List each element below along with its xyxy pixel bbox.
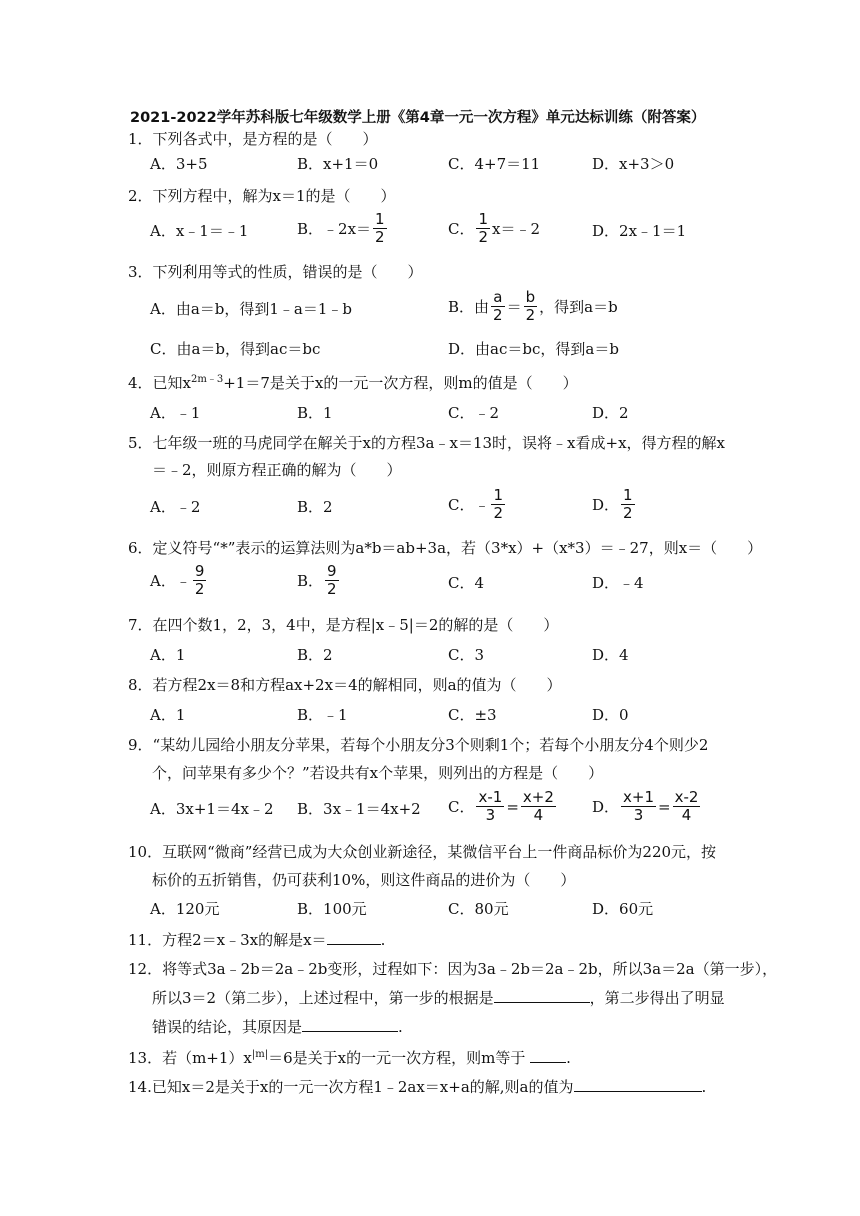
fraction-denominator: 2 <box>493 504 504 522</box>
question-2-options <box>0 212 860 248</box>
fraction-numerator: 1 <box>493 486 504 504</box>
q3-option-c: C．由a＝b，得到ac＝bc <box>150 340 321 358</box>
fraction-numerator: x+1 <box>623 788 655 806</box>
q12-line2-suffix: ，第二步得出了明显 <box>589 989 725 1007</box>
q2-b-prefix: B．﹣2x＝ <box>297 220 372 238</box>
q7-option-b: B．2 <box>297 646 333 664</box>
q10-option-d: D．60元 <box>592 900 654 918</box>
q6-a-fraction <box>193 564 207 597</box>
q11-text: 11．方程2＝x﹣3x的解是x＝ <box>128 931 327 949</box>
q5-d-prefix: D． <box>592 496 620 514</box>
fraction-denominator: 4 <box>533 806 544 824</box>
q14-period: . <box>701 1078 707 1096</box>
q6-option-b <box>297 564 341 597</box>
question-9-options <box>0 790 860 826</box>
fraction-denominator: 2 <box>623 504 633 522</box>
q5-c-fraction <box>491 488 505 521</box>
q5-option-d <box>592 488 637 521</box>
q1-option-a: A．3+5 <box>150 155 208 173</box>
question-5-options <box>0 488 860 524</box>
q13-answer-blank[interactable] <box>530 1048 566 1063</box>
q9-d-fraction-1 <box>621 790 656 823</box>
question-8-stem: 8．若方程2x＝8和方程ax+2x＝4的解相同，则a的值为（ ） <box>128 676 562 694</box>
q6-b-prefix: B． <box>297 572 324 590</box>
question-4-options <box>0 402 860 432</box>
question-10-line-2: 标价的五折销售，仍可获利10%，则这件商品的进价为（ ） <box>152 871 576 889</box>
q9-d-equals: = <box>658 797 671 816</box>
fraction-numerator: 9 <box>327 562 337 580</box>
q3-b-suffix: ，得到a＝b <box>539 298 618 316</box>
q9-c-fraction-1 <box>476 790 504 823</box>
fraction-denominator: 4 <box>681 806 692 824</box>
q11-period: . <box>380 931 386 949</box>
q9-option-b: B．3x﹣1＝4x+2 <box>297 800 421 818</box>
q13-prefix: 13．若（m+1）x <box>128 1049 252 1067</box>
q2-option-d: D．2x﹣1＝1 <box>592 222 687 240</box>
q5-c-prefix: C．﹣ <box>448 496 490 514</box>
q1-option-c: C．4+7＝11 <box>448 155 541 173</box>
question-10-options <box>0 898 860 928</box>
q9-c-fraction-2 <box>521 790 556 823</box>
question-11 <box>128 929 385 950</box>
fraction-numerator: x+2 <box>522 788 554 806</box>
fraction-denominator: 2 <box>327 580 337 598</box>
q10-option-a: A．120元 <box>150 900 220 918</box>
q3-b-equals: ＝ <box>506 298 522 316</box>
fraction-numerator: x-1 <box>478 788 503 806</box>
fraction-numerator: a <box>493 288 503 306</box>
question-7-stem: 7．在四个数1，2，3，4中，是方程|x﹣5|＝2的解的是（ ） <box>128 616 559 634</box>
fraction-numerator: 9 <box>194 562 205 580</box>
fraction-denominator: 2 <box>493 306 503 324</box>
q3-b-fraction-1 <box>491 290 505 323</box>
q8-option-c: C．±3 <box>448 706 497 724</box>
question-12-line-2 <box>152 987 725 1008</box>
q3-b-fraction-2 <box>524 290 538 323</box>
question-8-options <box>0 704 860 734</box>
fraction-numerator: 1 <box>375 210 385 228</box>
question-5-line-1: 5．七年级一班的马虎同学在解关于x的方程3a﹣x＝13时，误将﹣x看成+x，得方程的解x <box>128 434 725 452</box>
question-1-stem: 1．下列各式中，是方程的是（ ） <box>128 130 378 148</box>
q8-option-a: A．1 <box>150 706 186 724</box>
q2-c-prefix: C． <box>448 220 475 238</box>
question-9-line-2: 个，问苹果有多少个？”若设共有x个苹果，则列出的方程是（ ） <box>152 764 604 782</box>
q2-c-suffix: x＝﹣2 <box>492 220 541 238</box>
q4-option-a: A．﹣1 <box>150 404 201 422</box>
q5-option-a: A．﹣2 <box>150 498 201 516</box>
q5-option-b: B．2 <box>297 498 333 516</box>
q6-option-c: C．4 <box>448 574 485 592</box>
question-3-options-row2 <box>0 338 860 368</box>
q9-c-prefix: C． <box>448 798 475 816</box>
q4-option-c: C．﹣2 <box>448 404 500 422</box>
q4-option-d: D．2 <box>592 404 629 422</box>
page-title: 2021-2022学年苏科版七年级数学上册《第4章一元一次方程》单元达标训练（附答案） <box>130 110 706 126</box>
q9-d-prefix: D． <box>592 798 620 816</box>
q13-period: . <box>566 1049 571 1067</box>
fraction-denominator: 2 <box>478 228 489 246</box>
q3-option-a: A．由a＝b，得到1﹣a＝1﹣b <box>150 300 353 318</box>
question-7-options <box>0 644 860 674</box>
q6-option-d: D．﹣4 <box>592 574 644 592</box>
fraction-denominator: 2 <box>194 580 205 598</box>
q2-option-c <box>448 212 540 245</box>
fraction-numerator: 1 <box>478 210 489 228</box>
question-6-options <box>0 564 860 600</box>
q2-option-a: A．x﹣1＝﹣1 <box>150 222 249 240</box>
question-13 <box>128 1047 571 1068</box>
q9-option-c <box>448 790 558 823</box>
q12-line2-prefix: 所以3＝2（第二步），上述过程中，第一步的根据是 <box>152 989 494 1007</box>
q2-b-fraction <box>373 212 387 245</box>
q14-answer-blank[interactable] <box>574 1077 702 1092</box>
q1-option-b: B．x+1＝0 <box>297 155 379 173</box>
question-3-stem: 3．下列利用等式的性质，错误的是（ ） <box>128 263 423 281</box>
fraction-denominator: 2 <box>375 228 385 246</box>
q9-d-fraction-2 <box>673 790 701 823</box>
question-6-stem: 6．定义符号“*”表示的运算法则为a*b＝ab+3a，若（3*x）+（x*3）＝﹣27，则x＝（ ） <box>128 539 763 557</box>
q2-option-b <box>297 212 389 245</box>
q10-option-b: B．100元 <box>297 900 367 918</box>
question-1-options <box>0 153 860 183</box>
fraction-numerator: x-2 <box>674 788 699 806</box>
fraction-denominator: 2 <box>525 306 536 324</box>
q3-b-prefix: B．由 <box>448 298 490 316</box>
q12-line3-prefix: 错误的结论，其原因是 <box>152 1018 303 1036</box>
q5-option-c <box>448 488 507 521</box>
q14-text: 14.已知x＝2是关于x的一元一次方程1﹣2ax＝x+a的解,则a的值为 <box>128 1078 574 1096</box>
q9-c-equals: = <box>506 797 519 816</box>
question-4-stem <box>128 370 578 393</box>
q4-stem-suffix: +1＝7是关于x的一元一次方程，则m的值是（ ） <box>223 374 578 392</box>
q12-answer-blank-2[interactable] <box>302 1017 398 1032</box>
question-12-line-3 <box>152 1016 403 1037</box>
q3-option-b <box>448 290 618 323</box>
q13-middle: ＝6是关于x的一元一次方程，则m等于 <box>268 1049 526 1067</box>
q6-a-prefix: A．﹣ <box>150 572 191 590</box>
q7-option-c: C．3 <box>448 646 485 664</box>
q2-c-fraction <box>476 212 490 245</box>
fraction-numerator: 1 <box>623 486 633 504</box>
q8-option-b: B．﹣1 <box>297 706 348 724</box>
q13-exponent: |m| <box>251 1049 269 1060</box>
fraction-denominator: 3 <box>633 806 644 824</box>
question-9-line-1: 9．“某幼儿园给小朋友分苹果，若每个小朋友分3个则剩1个；若每个小朋友分4个则少2 <box>128 736 709 754</box>
q11-answer-blank[interactable] <box>327 930 381 945</box>
q12-answer-blank-1[interactable] <box>494 988 590 1003</box>
q10-option-c: C．80元 <box>448 900 509 918</box>
fraction-denominator: 3 <box>485 806 496 824</box>
question-10-line-1: 10．互联网“微商”经营已成为大众创业新途径，某微信平台上一件商品标价为220元，按 <box>128 843 717 861</box>
q7-option-a: A．1 <box>150 646 186 664</box>
question-2-stem: 2．下列方程中，解为x＝1的是（ ） <box>128 187 396 205</box>
question-12-line-1: 12．将等式3a﹣2b＝2a﹣2b变形，过程如下：因为3a﹣2b＝2a﹣2b，所以3a＝2a（第一步）， <box>128 960 778 978</box>
q9-option-d <box>592 790 702 823</box>
question-14 <box>128 1076 706 1097</box>
q4-option-b: B．1 <box>297 404 333 422</box>
q6-option-a <box>150 564 208 597</box>
q8-option-d: D．0 <box>592 706 629 724</box>
q1-option-d: D．x+3＞0 <box>592 155 675 173</box>
q6-b-fraction <box>325 564 339 597</box>
q12-line3-suffix: . <box>398 1018 403 1036</box>
question-5-line-2: ＝﹣2，则原方程正确的解为（ ） <box>152 461 402 479</box>
q9-option-a: A．3x+1＝4x﹣2 <box>150 800 274 818</box>
q7-option-d: D．4 <box>592 646 629 664</box>
q4-stem-prefix: 4．已知x <box>128 374 192 392</box>
q3-option-d: D．由ac＝bc，得到a＝b <box>448 340 619 358</box>
question-3-options-row1 <box>0 290 860 326</box>
fraction-numerator: b <box>525 288 536 306</box>
q5-d-fraction <box>621 488 635 521</box>
q4-exponent: 2m﹣3 <box>191 374 224 385</box>
